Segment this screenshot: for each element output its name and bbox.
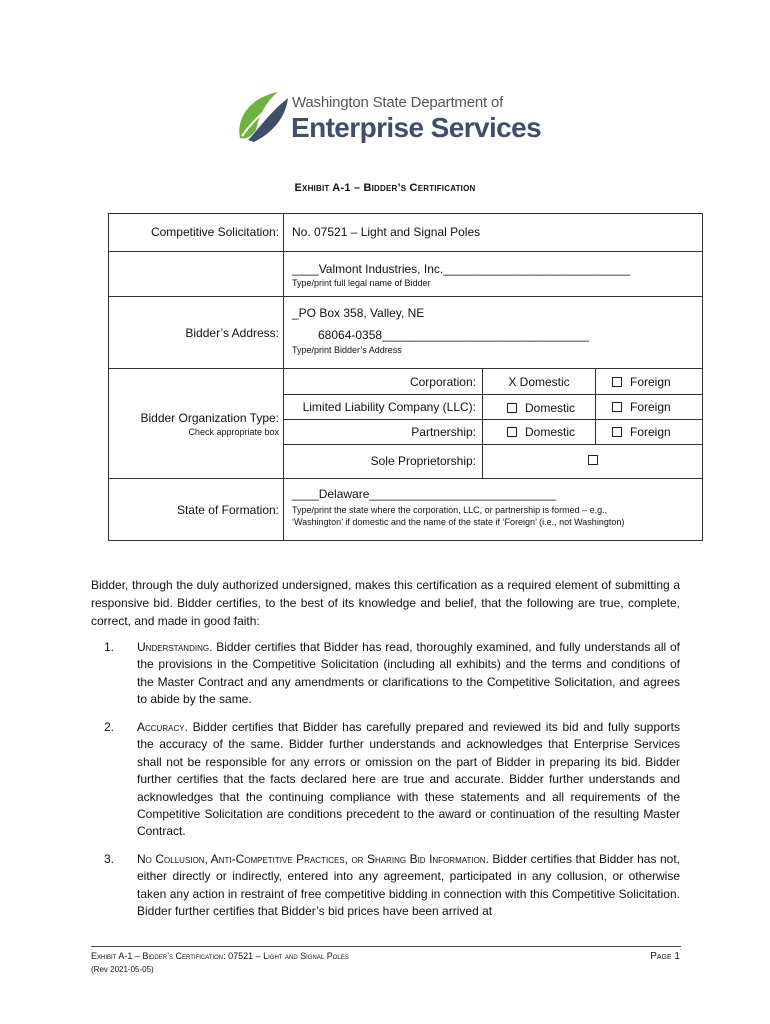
llc-foreign-label: Foreign (630, 400, 671, 414)
checkbox-icon[interactable] (507, 427, 517, 437)
agency-name-line1: Washington State Department of (292, 94, 504, 111)
bidder-name-hint: Type/print full legal name of Bidder (292, 278, 431, 288)
blank-label-cell (109, 252, 284, 297)
partnership-domestic-label: Domestic (525, 425, 576, 439)
corporation-domestic-option[interactable]: X Domestic (483, 369, 596, 395)
item-heading: Understanding. (137, 640, 213, 654)
partnership-foreign-label: Foreign (630, 425, 671, 439)
competitive-solicitation-value[interactable]: No. 07521 – Light and Signal Poles (284, 214, 703, 252)
item-heading: Accuracy. (137, 720, 188, 734)
address-hint: Type/print Bidder’s Address (292, 345, 402, 355)
llc-foreign-option[interactable] (596, 395, 703, 420)
state-of-formation-label: State of Formation: (109, 479, 284, 541)
partnership-foreign-option[interactable] (596, 420, 703, 445)
sole-proprietorship-option[interactable] (483, 445, 703, 479)
checkbox-icon[interactable] (507, 403, 517, 413)
address-line2-field[interactable]: 68064-0358_______________________________ (318, 328, 589, 342)
corporation-foreign-option[interactable] (596, 369, 703, 395)
state-hint-line2: ‘Washington’ if domestic and the name of the state if ‘Foreign’ (i.e., not Washington) (292, 517, 625, 527)
agency-name-line2: Enterprise Services (291, 112, 542, 143)
agency-logo (234, 90, 544, 150)
bidder-name-field[interactable]: ____Valmont Industries, Inc.____________________________ (292, 262, 631, 276)
footer-title: Exhibit A-1 – Bidder’s Certification: 07521 – Light and Signal Poles (91, 951, 349, 961)
org-type-hint: Check appropriate box (188, 426, 279, 437)
sole-proprietorship-label: Sole Proprietorship: (284, 445, 483, 479)
list-item-understanding (137, 639, 680, 709)
list-item-no-collusion (137, 851, 680, 921)
partnership-label: Partnership: (284, 420, 483, 445)
leaf-swoosh-icon (234, 90, 292, 146)
bidder-info-table (108, 213, 703, 541)
state-hint-line1: Type/print the state where the corporation, LLC, or partnership is formed – e.g., (292, 505, 608, 515)
item-number: 3. (104, 852, 115, 866)
competitive-solicitation-label: Competitive Solicitation: (109, 214, 284, 252)
checkbox-icon[interactable] (612, 377, 622, 387)
footer-divider (91, 946, 681, 947)
intro-paragraph: Bidder, through the duly authorized undersigned, makes this certification as a required element of submitting a responsive bid. Bidder certifies, to the best of its knowledge and belief, that the following are true, complete, correct, and made in good faith: (91, 578, 680, 628)
corporation-foreign-label: Foreign (630, 375, 671, 389)
checkbox-icon[interactable] (588, 455, 598, 465)
org-type-label: Bidder Organization Type: (140, 410, 279, 425)
corporation-label: Corporation: (284, 369, 483, 395)
llc-domestic-label: Domestic (525, 401, 576, 415)
page-number: Page 1 (650, 951, 680, 962)
bidder-address-label: Bidder’s Address: (109, 297, 284, 369)
revision-date: (Rev 2021-05-05) (91, 965, 154, 974)
checkbox-icon[interactable] (612, 402, 622, 412)
item-number: 1. (104, 640, 115, 654)
item-text: Bidder certifies that Bidder has carefully prepared and reviewed its bid and fully supports the accuracy of the same. Bidder further understands and acknowledges that Enterprise Services shall not be responsible for any errors or omission on the part of Bidder in preparing its bid. Bidder further certifies that the facts declared here are true and accurate. Bidder further understands and acknowledges that the continuing compliance with these statements and all requirements of the Competitive Solicitation are conditions precedent to the award or continuation of the resulting Master Contract. (137, 720, 680, 839)
state-of-formation-field[interactable]: ____Delaware____________________________ (292, 487, 557, 501)
document-title: Exhibit A-1 – Bidder’s Certification (294, 182, 476, 194)
item-number: 2. (104, 720, 115, 734)
list-item-accuracy (137, 719, 680, 841)
partnership-domestic-option[interactable] (483, 420, 596, 445)
item-text: Bidder certifies that Bidder has read, thoroughly examined, and fully understands all of the provisions in the Competitive Solicitation (including all exhibits) and the terms and conditions of the Master Contract and any amendments or clarifications to the Competitive Solicitation, and agrees to abide by the same. (137, 640, 680, 707)
llc-label: Limited Liability Company (LLC): (284, 395, 483, 420)
item-heading: No Collusion, Anti-Competitive Practices, or Sharing Bid Information. (137, 852, 489, 866)
address-line1-field[interactable]: _PO Box 358, Valley, NE (292, 306, 425, 320)
item-text: Bidder certifies that Bidder has not, either directly or indirectly, entered into any agreement, participated in any collusion, or otherwise taken any action in restraint of free competitive bidding in connection with this Competitive Solicitation. Bidder further certifies that Bidder’s bid prices have been arrived at (137, 852, 680, 919)
llc-domestic-option[interactable] (483, 395, 596, 420)
checkbox-icon[interactable] (612, 427, 622, 437)
